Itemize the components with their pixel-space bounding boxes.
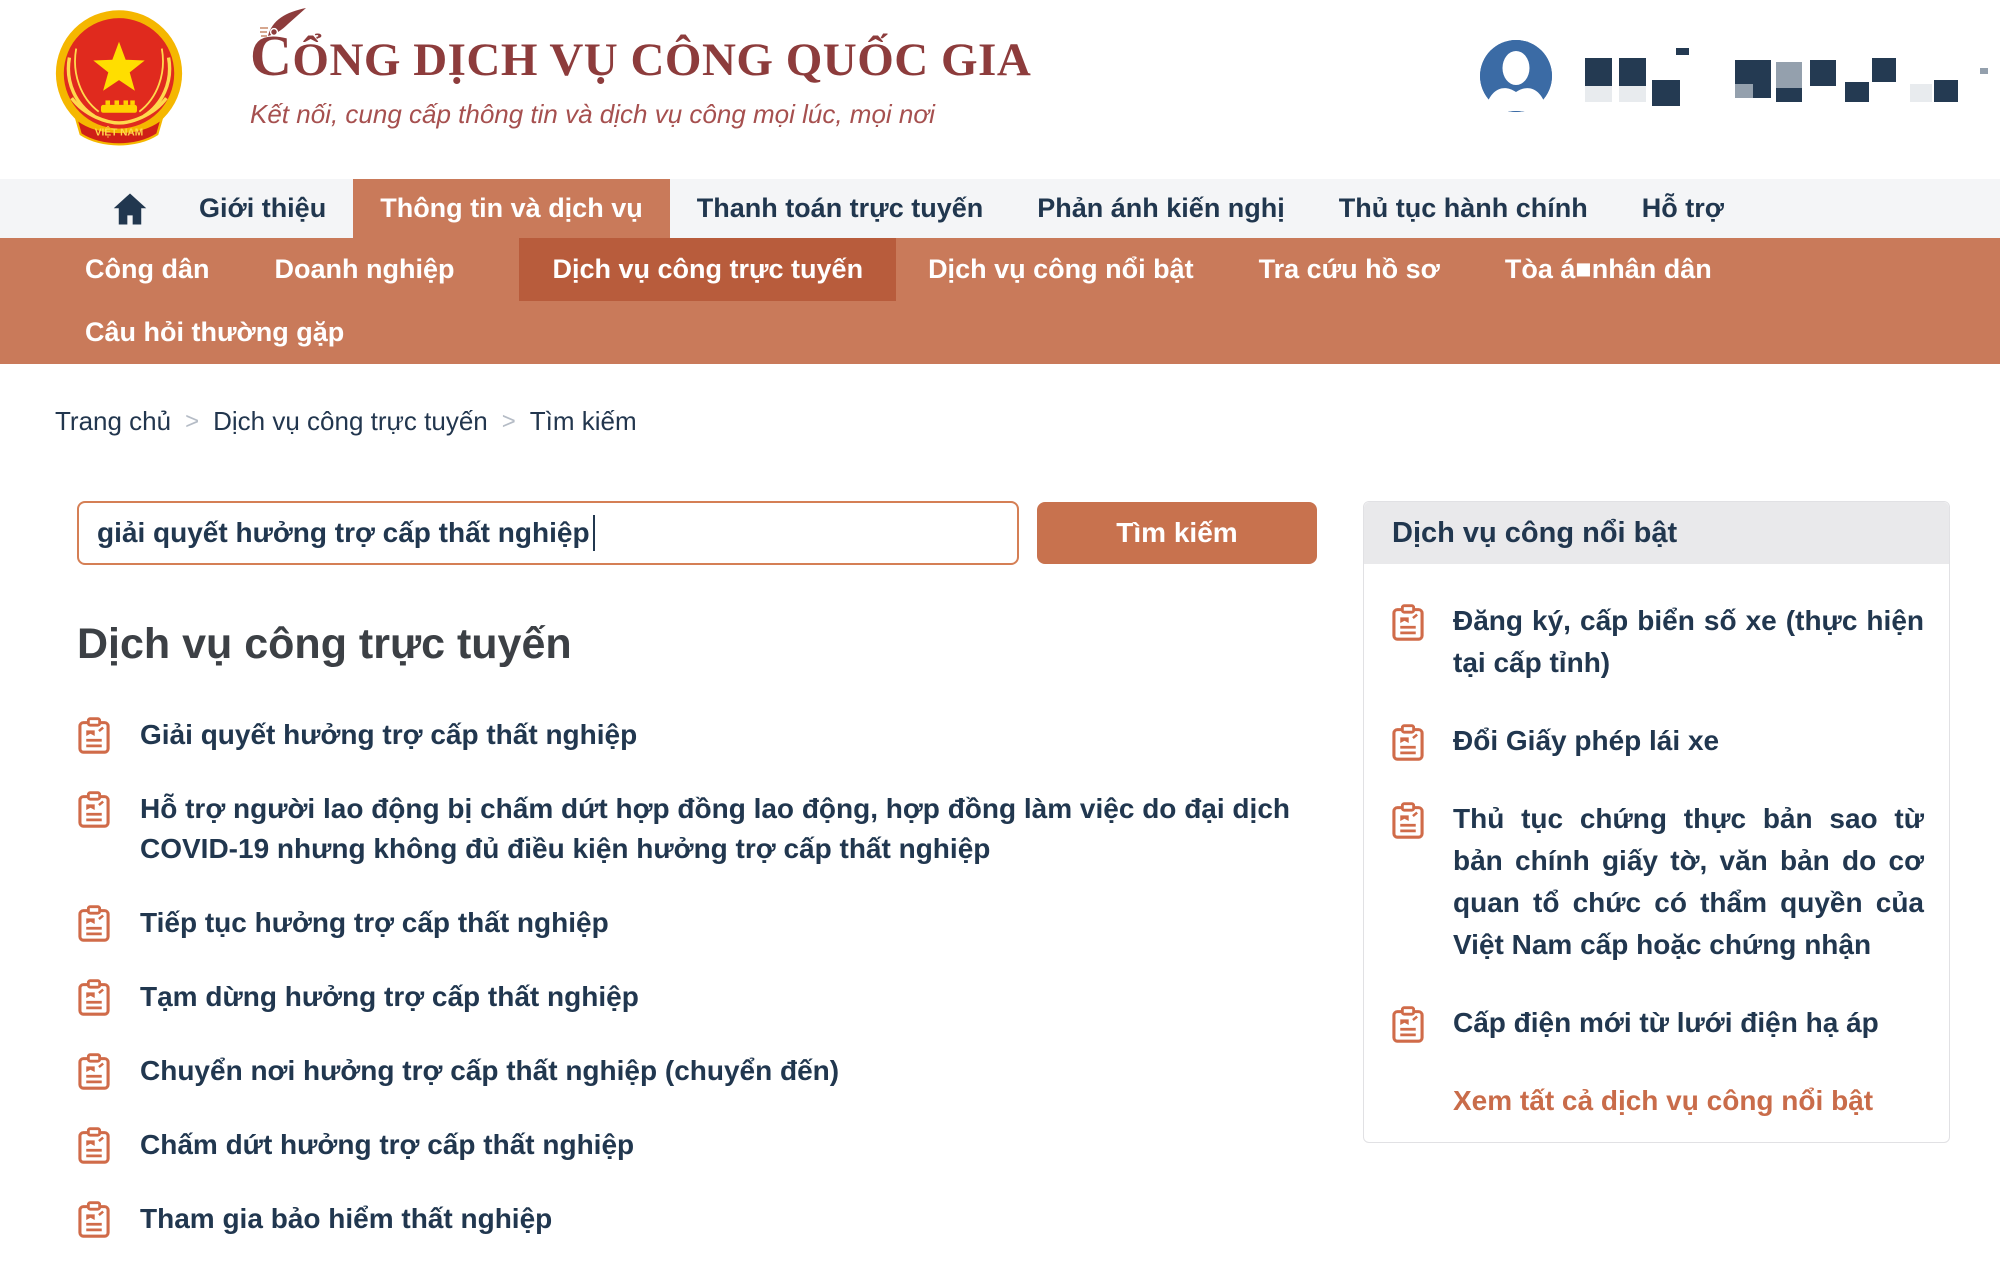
search-input-value: giải quyết hưởng trợ cấp thất nghiệp <box>97 517 590 548</box>
featured-services-list <box>1364 564 1949 1142</box>
featured-services-title: Dịch vụ công nổi bật <box>1364 502 1949 564</box>
nav-item-ho-tro[interactable]: Hỗ trợ <box>1641 193 1724 223</box>
nav-item-gioi-thieu[interactable]: Giới thiệu <box>199 193 327 223</box>
result-item[interactable]: Giải quyết hưởng trợ cấp thất nghiệp <box>77 715 1317 755</box>
site-title-rest: ỔNG DỊCH VỤ CÔNG QUỐC GIA <box>292 34 1032 86</box>
document-icon <box>1391 724 1425 762</box>
home-button[interactable] <box>88 179 172 238</box>
emblem-text: VIỆT NAM <box>94 127 144 139</box>
search-row <box>77 501 1317 565</box>
subnav-item-cau-hoi-thuong-gap[interactable]: Câu hỏi thường gặp <box>85 317 345 347</box>
document-icon <box>77 979 111 1017</box>
document-icon <box>77 1127 111 1165</box>
nav-item-phan-anh-kien-nghi[interactable]: Phản ánh kiến nghị <box>1037 193 1285 223</box>
result-item[interactable]: Chấm dứt hưởng trợ cấp thất nghiệp <box>77 1125 1317 1165</box>
nav-item-thu-tuc-hanh-chinh[interactable]: Thủ tục hành chính <box>1338 193 1588 223</box>
document-icon <box>77 1201 111 1239</box>
featured-service-item[interactable]: Thủ tục chứng thực bản sao từ bản chính giấy tờ, văn bản do cơ quan tổ chức có thẩm quyền của Việt Nam cấp hoặc chứng nhận <box>1391 798 1924 966</box>
view-all-featured-services-link[interactable]: Xem tất cả dịch vụ công nổi bật <box>1453 1085 1874 1116</box>
breadcrumb-separator: > <box>185 407 200 435</box>
result-item[interactable]: Hỗ trợ người lao động bị chấm dứt hợp đồng lao động, hợp đồng làm việc do đại dịch COVID-19 nhưng không đủ điều kiện hưởng trợ cấp thất nghiệp <box>77 789 1317 869</box>
document-icon <box>77 905 111 943</box>
person-icon <box>1480 40 1552 112</box>
nav-item-thanh-toan-truc-tuyen[interactable]: Thanh toán trực tuyến <box>696 193 984 223</box>
featured-service-item[interactable]: Đăng ký, cấp biển số xe (thực hiện tại cấp tỉnh) <box>1391 600 1924 684</box>
main-navigation <box>0 179 2000 238</box>
subnav-item-doanh-nghiep[interactable]: Doanh nghiệp <box>274 254 455 284</box>
subnav-item-cong-dan[interactable]: Công dân <box>85 254 210 284</box>
results-heading: Dịch vụ công trực tuyến <box>77 620 572 668</box>
user-area <box>1480 40 1950 115</box>
site-title <box>250 22 1031 89</box>
document-icon <box>77 1053 111 1091</box>
home-icon <box>112 192 148 226</box>
subnav-row-2 <box>0 301 2000 364</box>
subnav-item-tra-cuu-ho-so[interactable]: Tra cứu hồ sơ <box>1258 254 1440 284</box>
featured-service-item[interactable]: Cấp điện mới từ lưới điện hạ áp <box>1391 1002 1924 1044</box>
breadcrumb-trang-chu[interactable]: Trang chủ <box>55 406 172 436</box>
nav-item-thong-tin-va-dich-vu[interactable]: Thông tin và dịch vụ <box>353 179 670 238</box>
featured-services-panel <box>1363 501 1950 1143</box>
document-icon <box>1391 604 1425 642</box>
vietnam-emblem-logo <box>48 8 190 150</box>
brand <box>250 22 1031 130</box>
page-header <box>0 0 2000 179</box>
text-cursor <box>593 515 595 551</box>
subnav-item-dich-vu-cong-noi-bat[interactable]: Dịch vụ công nổi bật <box>928 254 1194 284</box>
result-item[interactable]: Tạm dừng hưởng trợ cấp thất nghiệp <box>77 977 1317 1017</box>
content-area <box>0 501 2000 1273</box>
site-slogan: Kết nối, cung cấp thông tin và dịch vụ công mọi lúc, mọi nơi <box>250 99 935 129</box>
site-title-initial: C <box>250 23 293 88</box>
search-button[interactable]: Tìm kiếm <box>1037 502 1317 564</box>
result-item[interactable]: Tham gia bảo hiểm thất nghiệp <box>77 1199 1317 1239</box>
subnav-item-toa-an-nhan-dan[interactable]: Tòa á■nhân dân <box>1504 254 1712 284</box>
results-list <box>77 715 1317 1239</box>
breadcrumb-tim-kiem: Tìm kiếm <box>529 406 637 436</box>
user-avatar[interactable] <box>1480 40 1552 112</box>
subnav-item-dich-vu-cong-truc-tuyen[interactable]: Dịch vụ công trực tuyến <box>519 238 896 301</box>
document-icon <box>77 717 111 755</box>
sub-navigation <box>0 238 2000 364</box>
document-icon <box>1391 802 1425 840</box>
search-input[interactable] <box>77 501 1019 565</box>
subnav-row-1 <box>0 238 2000 301</box>
breadcrumb-separator: > <box>501 407 516 435</box>
featured-service-item[interactable]: Đổi Giấy phép lái xe <box>1391 720 1924 762</box>
breadcrumb-dich-vu-cong-truc-tuyen[interactable]: Dịch vụ công trực tuyến <box>213 406 488 436</box>
result-item[interactable]: Tiếp tục hưởng trợ cấp thất nghiệp <box>77 903 1317 943</box>
document-icon <box>77 791 111 829</box>
results-column <box>77 501 1317 1273</box>
breadcrumb <box>55 406 2000 437</box>
result-item[interactable]: Chuyển nơi hưởng trợ cấp thất nghiệp (chuyển đến) <box>77 1051 1317 1091</box>
document-icon <box>1391 1006 1425 1044</box>
